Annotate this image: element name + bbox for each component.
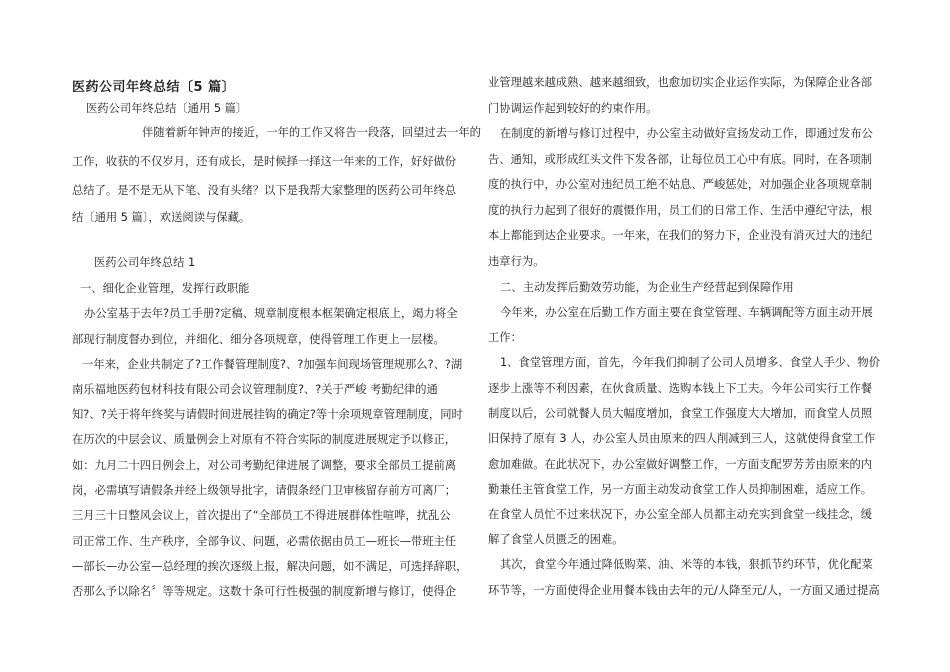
text-line: 办公室基于去年?员工手册?定稿、规章制度根本框架确定根底上，竭力将全 bbox=[84, 307, 458, 320]
text-line: 业管理越来越成熟、越来越细致，也愈加切实企业运作实际，为保障企业各部 bbox=[488, 76, 873, 89]
text-line: 一、细化企业管理，发挥行政职能 bbox=[80, 282, 250, 295]
text-line: 医药公司年终总结 1 bbox=[94, 256, 196, 269]
text-line: 工作： bbox=[488, 331, 522, 344]
text-line: 制度以后，公司就餐人员大幅度增加，食堂工作强度大大增加，而食堂人员照 bbox=[488, 407, 873, 420]
text-line: 伴随着新年钟声的接近，一年的工作又将告一段落，回望过去一年的 bbox=[142, 126, 481, 139]
text-line: 度的执行中，办公室对违纪员工绝不姑息、严峻惩处，对加强企业各项规章制 bbox=[488, 178, 873, 191]
text-line: 知?、?关于将年终奖与请假时间进展挂钩的确定?等十余项规章管理制度，同时 bbox=[72, 408, 463, 421]
text-line: 工作，收获的不仅岁月，还有成长，是时候择一择这一年来的工作，好好做份 bbox=[72, 155, 457, 168]
text-line: 医药公司年终总结〔通用 5 篇〕 bbox=[86, 102, 248, 115]
text-line: 岗，必需填写请假条并经上级领导批字，请假条经门卫审核留存前方可离厂； bbox=[72, 484, 457, 497]
text-line: 门协调运作起到较好的约束作用。 bbox=[488, 102, 658, 115]
text-line: 度的执行力起到了很好的震慑作用，员工们的日常工作、生活中遵纪守法，根 bbox=[488, 204, 873, 217]
text-line: 其次，食堂今年通过降低购菜、油、米等的本钱，狠抓节约环节，优化配菜 bbox=[500, 558, 873, 571]
text-line: 在制度的新增与修订过程中，办公室主动做好宣扬发动工作，即通过发布公 bbox=[500, 127, 873, 140]
text-line: —部长—办公室—总经理的挨次逐级上报，解决问题，如不满足，可选择辞职， bbox=[72, 560, 468, 573]
text-line: 环节等，一方面使得企业用餐本钱由去年的元/人降至元/人，一方面又通过提高 bbox=[488, 584, 880, 597]
text-line: 旧保持了原有 3 人，办公室人员由原来的四人削减到三人，这就使得食堂工作 bbox=[488, 432, 876, 445]
text-line: 在食堂人员忙不过来状况下，办公室全部人员都主动充实到食堂一线挂念，缓 bbox=[488, 508, 873, 521]
text-line: 部现行制度督办到位，并细化、细分各项规章，使得管理工作更上一层楼。 bbox=[72, 333, 445, 346]
text-line: 结〔通用 5 篇〕，欢送阅读与保藏。 bbox=[72, 211, 251, 224]
text-line: 三月三十日整风会议上，首次提出了“全部员工不得进展群体性喧哗，扰乱公 bbox=[72, 509, 451, 522]
text-line: 今年来，办公室在后勤工作方面主要在食堂管理、车辆调配等方面主动开展 bbox=[500, 306, 873, 319]
text-line: 违章行为。 bbox=[488, 255, 545, 268]
text-line: 逐步上涨等不利因素，在伙食质量、选购本钱上下工夫。今年公司实行工作餐 bbox=[488, 382, 873, 395]
text-line: 1、食堂管理方面，首先，今年我们抑制了公司人员增多、食堂人手少、物价 bbox=[500, 356, 880, 369]
text-line: 总结了。是不是无从下笔、没有头绪？以下是我帮大家整理的医药公司年终总 bbox=[72, 184, 457, 197]
text-line: 本上都能到达企业要求。一年来，在我们的努力下，企业没有消灭过大的违纪 bbox=[488, 229, 873, 242]
text-line: 勤兼任主管食堂工作，另一方面主动发动食堂工作人员抑制困难，适应工作。 bbox=[488, 483, 873, 496]
document-title: 医药公司年终总结〔5 篇〕 bbox=[72, 80, 236, 95]
text-line: 如：九月二十四日例会上，对公司考勤纪律进展了调整，要求全部员工提前离 bbox=[72, 459, 457, 472]
text-line: 否那么予以除名〞等等规定。这数十条可行性极强的制度新增与修订，使得企 bbox=[72, 585, 457, 598]
text-line: 南乐福地医药包材科技有限公司会议管理制度?、?关于严峻 考勤纪律的通 bbox=[72, 383, 438, 396]
text-line: 解了食堂人员匮乏的困难。 bbox=[488, 533, 624, 546]
text-line: 愈加难做。在此状况下，办公室做好调整工作，一方面支配罗芳芳由原来的内 bbox=[488, 458, 873, 471]
text-line: 告、通知，或形成红头文件下发各部，让每位员工心中有底。同时，在各项制 bbox=[488, 153, 873, 166]
text-line: 一年来，企业共制定了?工作餐管理制度?、?加强车间现场管理规那么?、?湖 bbox=[82, 358, 463, 371]
text-line: 在历次的中层会议、质量例会上对原有不符合实际的制度进展规定予以修正， bbox=[72, 433, 457, 446]
text-line: 二、主动发挥后勤效劳功能，为企业生产经营起到保障作用 bbox=[500, 281, 794, 294]
text-line: 司正常工作、生产秩序，全部争议、问题，必需依据由员工—班长—带班主任 bbox=[72, 535, 457, 548]
